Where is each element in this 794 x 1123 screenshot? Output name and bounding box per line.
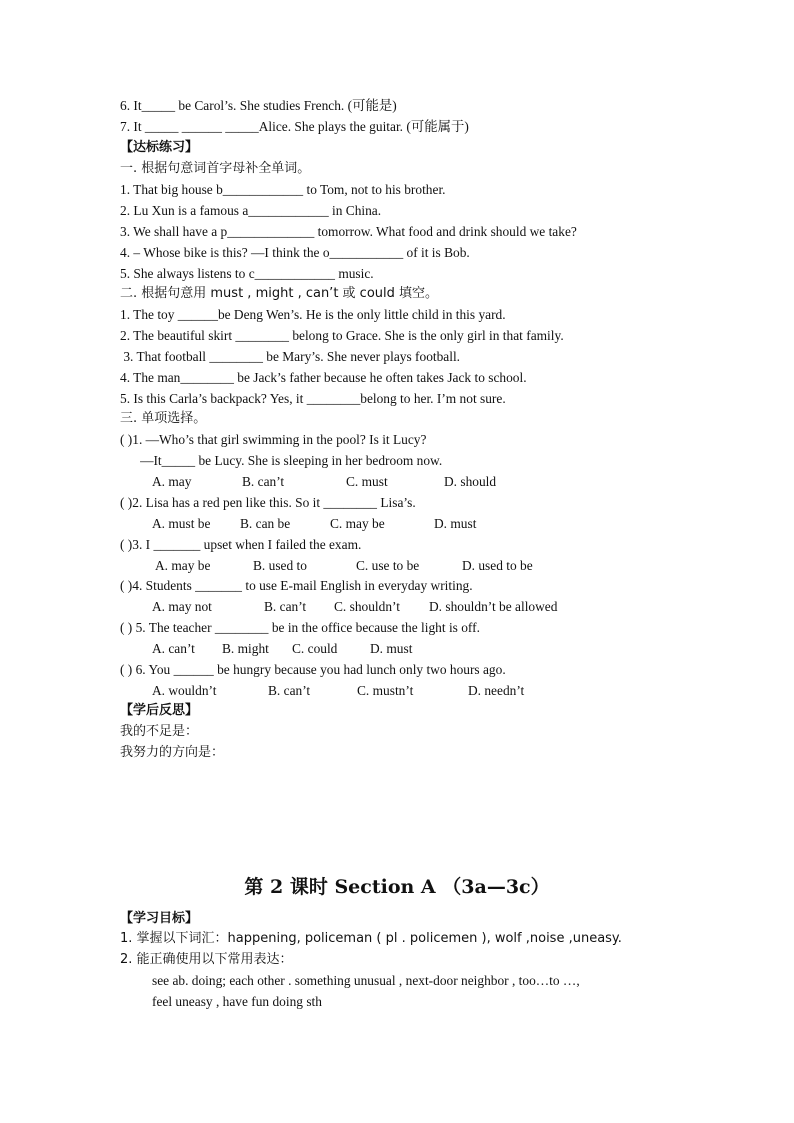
mc-q2-option-b: B. can be	[240, 516, 291, 531]
mc-q1-option-d: D. should	[444, 474, 497, 489]
goal-expressions: 2. 能正确使用以下常用表达：	[120, 952, 293, 967]
reflection-direction: 我努力的方向是：	[120, 745, 225, 760]
mc-q4-option-a: A. may not	[152, 599, 212, 614]
part-one-q3: 3. We shall have a p_____________ tomorrow. What food and drink should we take?	[120, 224, 577, 239]
part-two-q5: 5. Is this Carla’s backpack? Yes, it ________belong to her. I’m not sure.	[120, 391, 506, 406]
part-one-q5: 5. She always listens to c____________ music.	[120, 266, 374, 281]
mc-question-5: ( ) 5. The teacher ________ be in the office because the light is off.	[120, 620, 480, 635]
mc-question-3: ( )3. I _______ upset when I failed the exam.	[120, 537, 362, 552]
reflection-shortcoming: 我的不足是：	[120, 724, 199, 739]
section-header-reflection: 【学后反思】	[120, 703, 199, 718]
mc-q3-option-d: D. used to be	[462, 558, 533, 573]
mc-q1-option-c: C. must	[346, 474, 388, 489]
mc-q3-option-b: B. used to	[253, 558, 307, 573]
mc-q6-option-c: C. mustn’t	[357, 683, 414, 698]
mc-q2-option-c: C. may be	[330, 516, 385, 531]
part-two-title: 二. 根据句意用 must , might , can’t 或 could 填空。	[120, 286, 439, 301]
part-two-q3: 3. That football ________ be Mary’s. She never plays football.	[120, 349, 461, 364]
part-three-title: 三. 单项选择。	[120, 411, 207, 426]
part-one-q2: 2. Lu Xun is a famous a____________ in China.	[120, 203, 382, 218]
mc-q3-option-c: C. use to be	[356, 558, 420, 573]
mc-q6-option-d: D. needn’t	[468, 683, 525, 698]
goal-expressions-line-1: see ab. doing; each other . something unusual , next-door neighbor , too…to …,	[152, 973, 580, 988]
exercise-line-6: 6. It_____ be Carol’s. She studies French. (可能是)	[120, 98, 397, 113]
mc-q3-option-a: A. may be	[155, 558, 211, 573]
exercise-line-7: 7. It _____ ______ _____Alice. She plays the guitar. (可能属于)	[120, 119, 469, 134]
mc-q5-option-c: C. could	[292, 641, 338, 656]
mc-q5-option-b: B. might	[222, 641, 269, 656]
part-one-q1: 1. That big house b____________ to Tom, not to his brother.	[120, 182, 446, 197]
section-header-goals: 【学习目标】	[120, 911, 199, 926]
mc-q4-option-b: B. can’t	[264, 599, 307, 614]
section-header-practice: 【达标练习】	[120, 140, 199, 155]
mc-q1-option-a: A. may	[152, 474, 192, 489]
mc-question-4: ( )4. Students _______ to use E-mail English in everyday writing.	[120, 578, 473, 593]
part-one-q4: 4. – Whose bike is this? —I think the o___________ of it is Bob.	[120, 245, 470, 260]
mc-question-6: ( ) 6. You ______ be hungry because you had lunch only two hours ago.	[120, 662, 506, 677]
mc-question-1: ( )1. —Who’s that girl swimming in the pool? Is it Lucy?	[120, 432, 427, 447]
part-two-q4: 4. The man________ be Jack’s father because he often takes Jack to school.	[120, 370, 527, 385]
mc-q1-option-b: B. can’t	[242, 474, 285, 489]
goal-expressions-line-2: feel uneasy , have fun doing sth	[152, 994, 322, 1009]
part-one-title: 一. 根据句意词首字母补全单词。	[120, 161, 311, 176]
mc-q6-option-b: B. can’t	[268, 683, 311, 698]
mc-q4-option-c: C. shouldn’t	[334, 599, 400, 614]
mc-question-1-reply: —It_____ be Lucy. She is sleeping in her bedroom now.	[120, 453, 443, 468]
part-two-q2: 2. The beautiful skirt ________ belong to Grace. She is the only girl in that family.	[120, 328, 564, 343]
mc-q2-option-a: A. must be	[152, 516, 211, 531]
mc-question-2: ( )2. Lisa has a red pen like this. So it ________ Lisa’s.	[120, 495, 416, 510]
part-two-q1: 1. The toy ______be Deng Wen’s. He is the only little child in this yard.	[120, 307, 506, 322]
mc-q5-option-d: D. must	[370, 641, 413, 656]
mc-q2-option-d: D. must	[434, 516, 477, 531]
goal-vocabulary: 1. 掌握以下词汇：happening, policeman ( pl . policemen ), wolf ,noise ,uneasy.	[120, 931, 622, 946]
mc-q6-option-a: A. wouldn’t	[152, 683, 217, 698]
lesson-title: 第 2 课时 Section A （3a—3c）	[244, 876, 550, 898]
mc-q5-option-a: A. can’t	[152, 641, 195, 656]
mc-q4-option-d: D. shouldn’t be allowed	[429, 599, 558, 614]
